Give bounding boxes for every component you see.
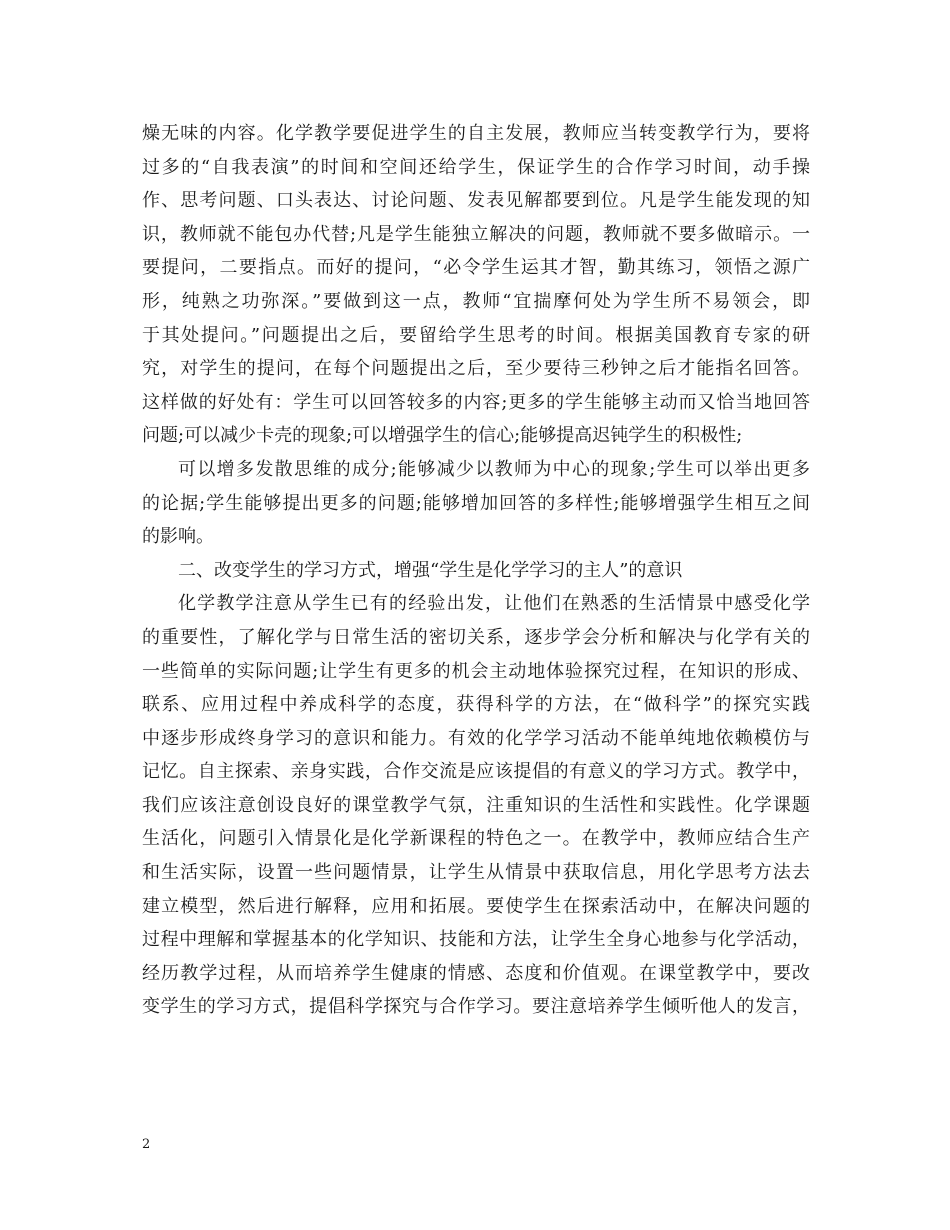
text-line: 究，对学生的提问，在每个问题提出之后，至少要待三秒钟之后才能指名回答。 (142, 358, 810, 380)
text-line: 过程中理解和掌握基本的化学知识、技能和方法，让学生全身心地参与化学活动， (142, 929, 810, 951)
text-line: 识，教师就不能包办代替;凡是学生能独立解决的问题，教师就不要多做暗示。一 (142, 223, 810, 245)
text-line: 变学生的学习方式，提倡科学探究与合作学习。要注意培养学生倾听他人的发言， (142, 996, 810, 1018)
text-line: 燥无味的内容。化学教学要促进学生的自主发展，教师应当转变教学行为，要将 (142, 123, 810, 144)
body-text (142, 117, 810, 1024)
text-line: 问题;可以减少卡壳的现象;可以增强学生的信心;能够提高迟钝学生的积极性; (142, 425, 743, 447)
text-line: 这样做的好处有：学生可以回答较多的内容;更多的学生能够主动而又恰当地回答 (142, 391, 810, 413)
text-line: 我们应该注意创设良好的课堂教学气氛，注重知识的生活性和实践性。化学课题 (142, 794, 810, 816)
text-line: 建立模型，然后进行解释，应用和拓展。要使学生在探索活动中，在解决问题的 (142, 895, 810, 917)
text-line: 的重要性，了解化学与日常生活的密切关系，逐步学会分析和解决与化学有关的 (142, 626, 810, 648)
text-line: 形，纯熟之功弥深。”要做到这一点，教师“宜揣摩何处为学生所不易领会，即 (142, 290, 810, 312)
text-line: 经历教学过程，从而培养学生健康的情感、态度和价值观。在课堂教学中，要改 (142, 962, 810, 984)
text-line: 和生活实际，设置一些问题情景，让学生从情景中获取信息，用化学思考方法去 (142, 862, 810, 884)
text-line: 于其处提问。”问题提出之后，要留给学生思考的时间。根据美国教育专家的研 (142, 324, 810, 346)
text-line: 化学教学注意从学生已有的经验出发，让他们在熟悉的生活情景中感受化学 (178, 593, 810, 615)
text-line: 生活化，问题引入情景化是化学新课程的特色之一。在教学中，教师应结合生产 (142, 828, 810, 850)
text-line: 中逐步形成终身学习的意识和能力。有效的化学学习活动不能单纯地依赖模仿与 (142, 727, 810, 749)
text-line: 的论据;学生能够提出更多的问题;能够增加回答的多样性;能够增强学生相互之间 (142, 492, 810, 514)
text-line: 要提问，二要指点。而好的提问，“必令学生运其才智，勤其练习，领悟之源广 (142, 257, 810, 279)
text-line: 记忆。自主探索、亲身实践，合作交流是应该提倡的有意义的学习方式。教学中， (142, 761, 810, 783)
text-line: 联系、应用过程中养成科学的态度，获得科学的方法，在“做科学”的探究实践 (142, 694, 810, 716)
text-line: 的影响。 (142, 526, 214, 548)
page-number: 2 (142, 1137, 151, 1152)
text-line: 作、思考问题、口头表达、讨论问题、发表见解都要到位。凡是学生能发现的知 (142, 190, 810, 212)
text-line: 可以增多发散思维的成分;能够减少以教师为中心的现象;学生可以举出更多 (178, 458, 810, 480)
text-line: 过多的“自我表演”的时间和空间还给学生，保证学生的合作学习时间，动手操 (142, 156, 810, 178)
text-line: 二、改变学生的学习方式，增强“学生是化学学习的主人”的意识 (178, 559, 683, 581)
text-line: 一些简单的实际问题;让学生有更多的机会主动地体验探究过程，在知识的形成、 (142, 660, 810, 682)
